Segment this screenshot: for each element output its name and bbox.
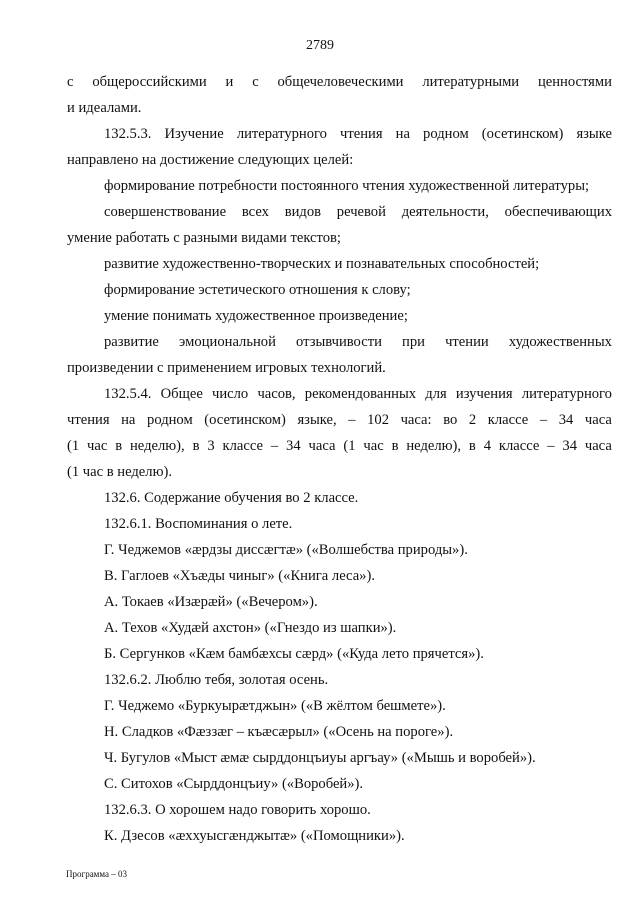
- word: 34: [286, 438, 301, 454]
- word: Общее: [160, 386, 203, 402]
- text-line: [104, 333, 612, 351]
- word: с: [252, 74, 259, 90]
- word: общечеловеческими: [277, 74, 404, 90]
- word: обеспечивающих: [504, 204, 612, 220]
- word: литературными: [422, 74, 520, 90]
- text-line: направлено на достижение следующих целей:: [67, 152, 354, 168]
- text-line: развитие художественно-творческих и познавательных способностей;: [104, 256, 540, 272]
- text-line: произведении с применением игровых технологий.: [67, 360, 386, 376]
- word: и: [225, 74, 234, 90]
- word: час: [363, 438, 384, 454]
- word: в: [468, 438, 476, 454]
- list-item: Н. Сладков «Фæззæг – къæсæрыл» («Осень на пороге»).: [104, 724, 454, 740]
- word: при: [402, 334, 425, 350]
- word: чтения: [340, 126, 383, 142]
- word: видов: [284, 204, 322, 220]
- word: отзывчивости: [296, 334, 382, 350]
- word: чтении: [445, 334, 489, 350]
- word: (1: [67, 438, 80, 454]
- text-line: [67, 73, 612, 91]
- word: общероссийскими: [92, 74, 207, 90]
- word: час: [87, 438, 108, 454]
- word: (осетинском): [481, 126, 564, 142]
- word: часа: [308, 438, 336, 454]
- word: 34: [562, 438, 577, 454]
- word: 132.5.3.: [104, 126, 152, 142]
- text-line: формирование эстетического отношения к слову;: [104, 282, 411, 298]
- list-item: Ч. Бугулов «Мыст æмæ сырддонцъиуы аргъау» («Мышь и воробей»).: [104, 750, 536, 766]
- text-line: умение работать с разными видами текстов;: [67, 230, 341, 246]
- word: классе: [498, 438, 540, 454]
- text-line: [104, 385, 612, 403]
- word: литературного: [521, 386, 612, 402]
- word: 3: [207, 438, 215, 454]
- word: Изучение: [164, 126, 224, 142]
- word: 102: [367, 412, 389, 428]
- word: изучения: [455, 386, 513, 402]
- section-heading: 132.6.2. Люблю тебя, золотая осень.: [104, 672, 329, 688]
- word: ценностями: [537, 74, 612, 90]
- word: языке,: [297, 412, 337, 428]
- word: в: [192, 438, 200, 454]
- word: во: [443, 412, 458, 428]
- word: (1: [343, 438, 356, 454]
- word: 4: [483, 438, 491, 454]
- footer-label: Программа – 03: [66, 869, 128, 879]
- word: на: [395, 126, 410, 142]
- section-heading: 132.6.3. О хорошем надо говорить хорошо.: [104, 802, 371, 818]
- word: 2: [468, 412, 477, 428]
- word: неделю),: [406, 438, 462, 454]
- list-item: В. Гаглоев «Хъæды чиныг» («Книга леса»).: [104, 568, 375, 584]
- word: родном: [147, 412, 193, 428]
- word: родном: [423, 126, 469, 142]
- text-line: (1 час в неделю).: [67, 464, 172, 480]
- text-line: [104, 203, 612, 221]
- word: рекомендованных: [304, 386, 417, 402]
- word: (осетинском): [204, 412, 286, 428]
- word: литературного: [236, 126, 327, 142]
- word: часа: [584, 412, 612, 428]
- word: неделю),: [130, 438, 185, 454]
- section-heading: 132.6. Содержание обучения во 2 классе.: [104, 490, 359, 506]
- word: развитие: [104, 334, 159, 350]
- list-item: А. Техов «Худæй ахстон» («Гнездо из шапки»).: [104, 620, 397, 636]
- word: эмоциональной: [179, 334, 276, 350]
- word: художественных: [508, 334, 612, 350]
- text-line: умение понимать художественное произведение;: [104, 308, 408, 324]
- text-line: [104, 125, 612, 143]
- text-line: и идеалами.: [67, 100, 142, 116]
- text-line: [67, 437, 612, 455]
- word: деятельности,: [401, 204, 489, 220]
- word: классе: [487, 412, 529, 428]
- word: число: [212, 386, 249, 402]
- list-item: Г. Чеджемо «Буркуырæтджын» («В жёлтом бешмете»).: [104, 698, 446, 714]
- word: всех: [241, 204, 269, 220]
- word: классе: [222, 438, 263, 454]
- word: с: [67, 74, 74, 90]
- page-number: 2789: [306, 38, 334, 53]
- word: языке: [576, 126, 612, 142]
- word: в: [115, 438, 123, 454]
- word: 132.5.4.: [104, 386, 152, 402]
- word: часа: [584, 438, 612, 454]
- list-item: А. Токаев «Изæрæй» («Вечером»).: [104, 594, 318, 610]
- section-heading: 132.6.1. Воспоминания о лете.: [104, 516, 293, 532]
- list-item: С. Ситохов «Сырддонцъиу» («Воробей»).: [104, 776, 364, 792]
- word: часов,: [257, 386, 296, 402]
- word: часа:: [400, 412, 432, 428]
- list-item: Г. Чеджемов «ӕрдзы диссӕгтӕ» («Волшебства природы»).: [104, 542, 468, 558]
- word: –: [348, 412, 356, 428]
- word: –: [539, 412, 548, 428]
- list-item: Б. Сергунков «Кæм бамбæхсы сæрд» («Куда лето прячется»).: [104, 646, 484, 662]
- word: для: [425, 386, 447, 402]
- word: –: [547, 438, 555, 454]
- word: –: [270, 438, 279, 454]
- word: речевой: [336, 204, 386, 220]
- text-line: [67, 411, 612, 429]
- word: на: [121, 412, 136, 428]
- word: чтения: [67, 412, 110, 428]
- text-line: формирование потребности постоянного чтения художественной литературы;: [104, 178, 590, 194]
- word: в: [391, 438, 399, 454]
- word: совершенствование: [104, 204, 227, 220]
- list-item: К. Дзесов «æххуысгæнджытæ» («Помощники»).: [104, 828, 405, 844]
- word: 34: [558, 412, 574, 428]
